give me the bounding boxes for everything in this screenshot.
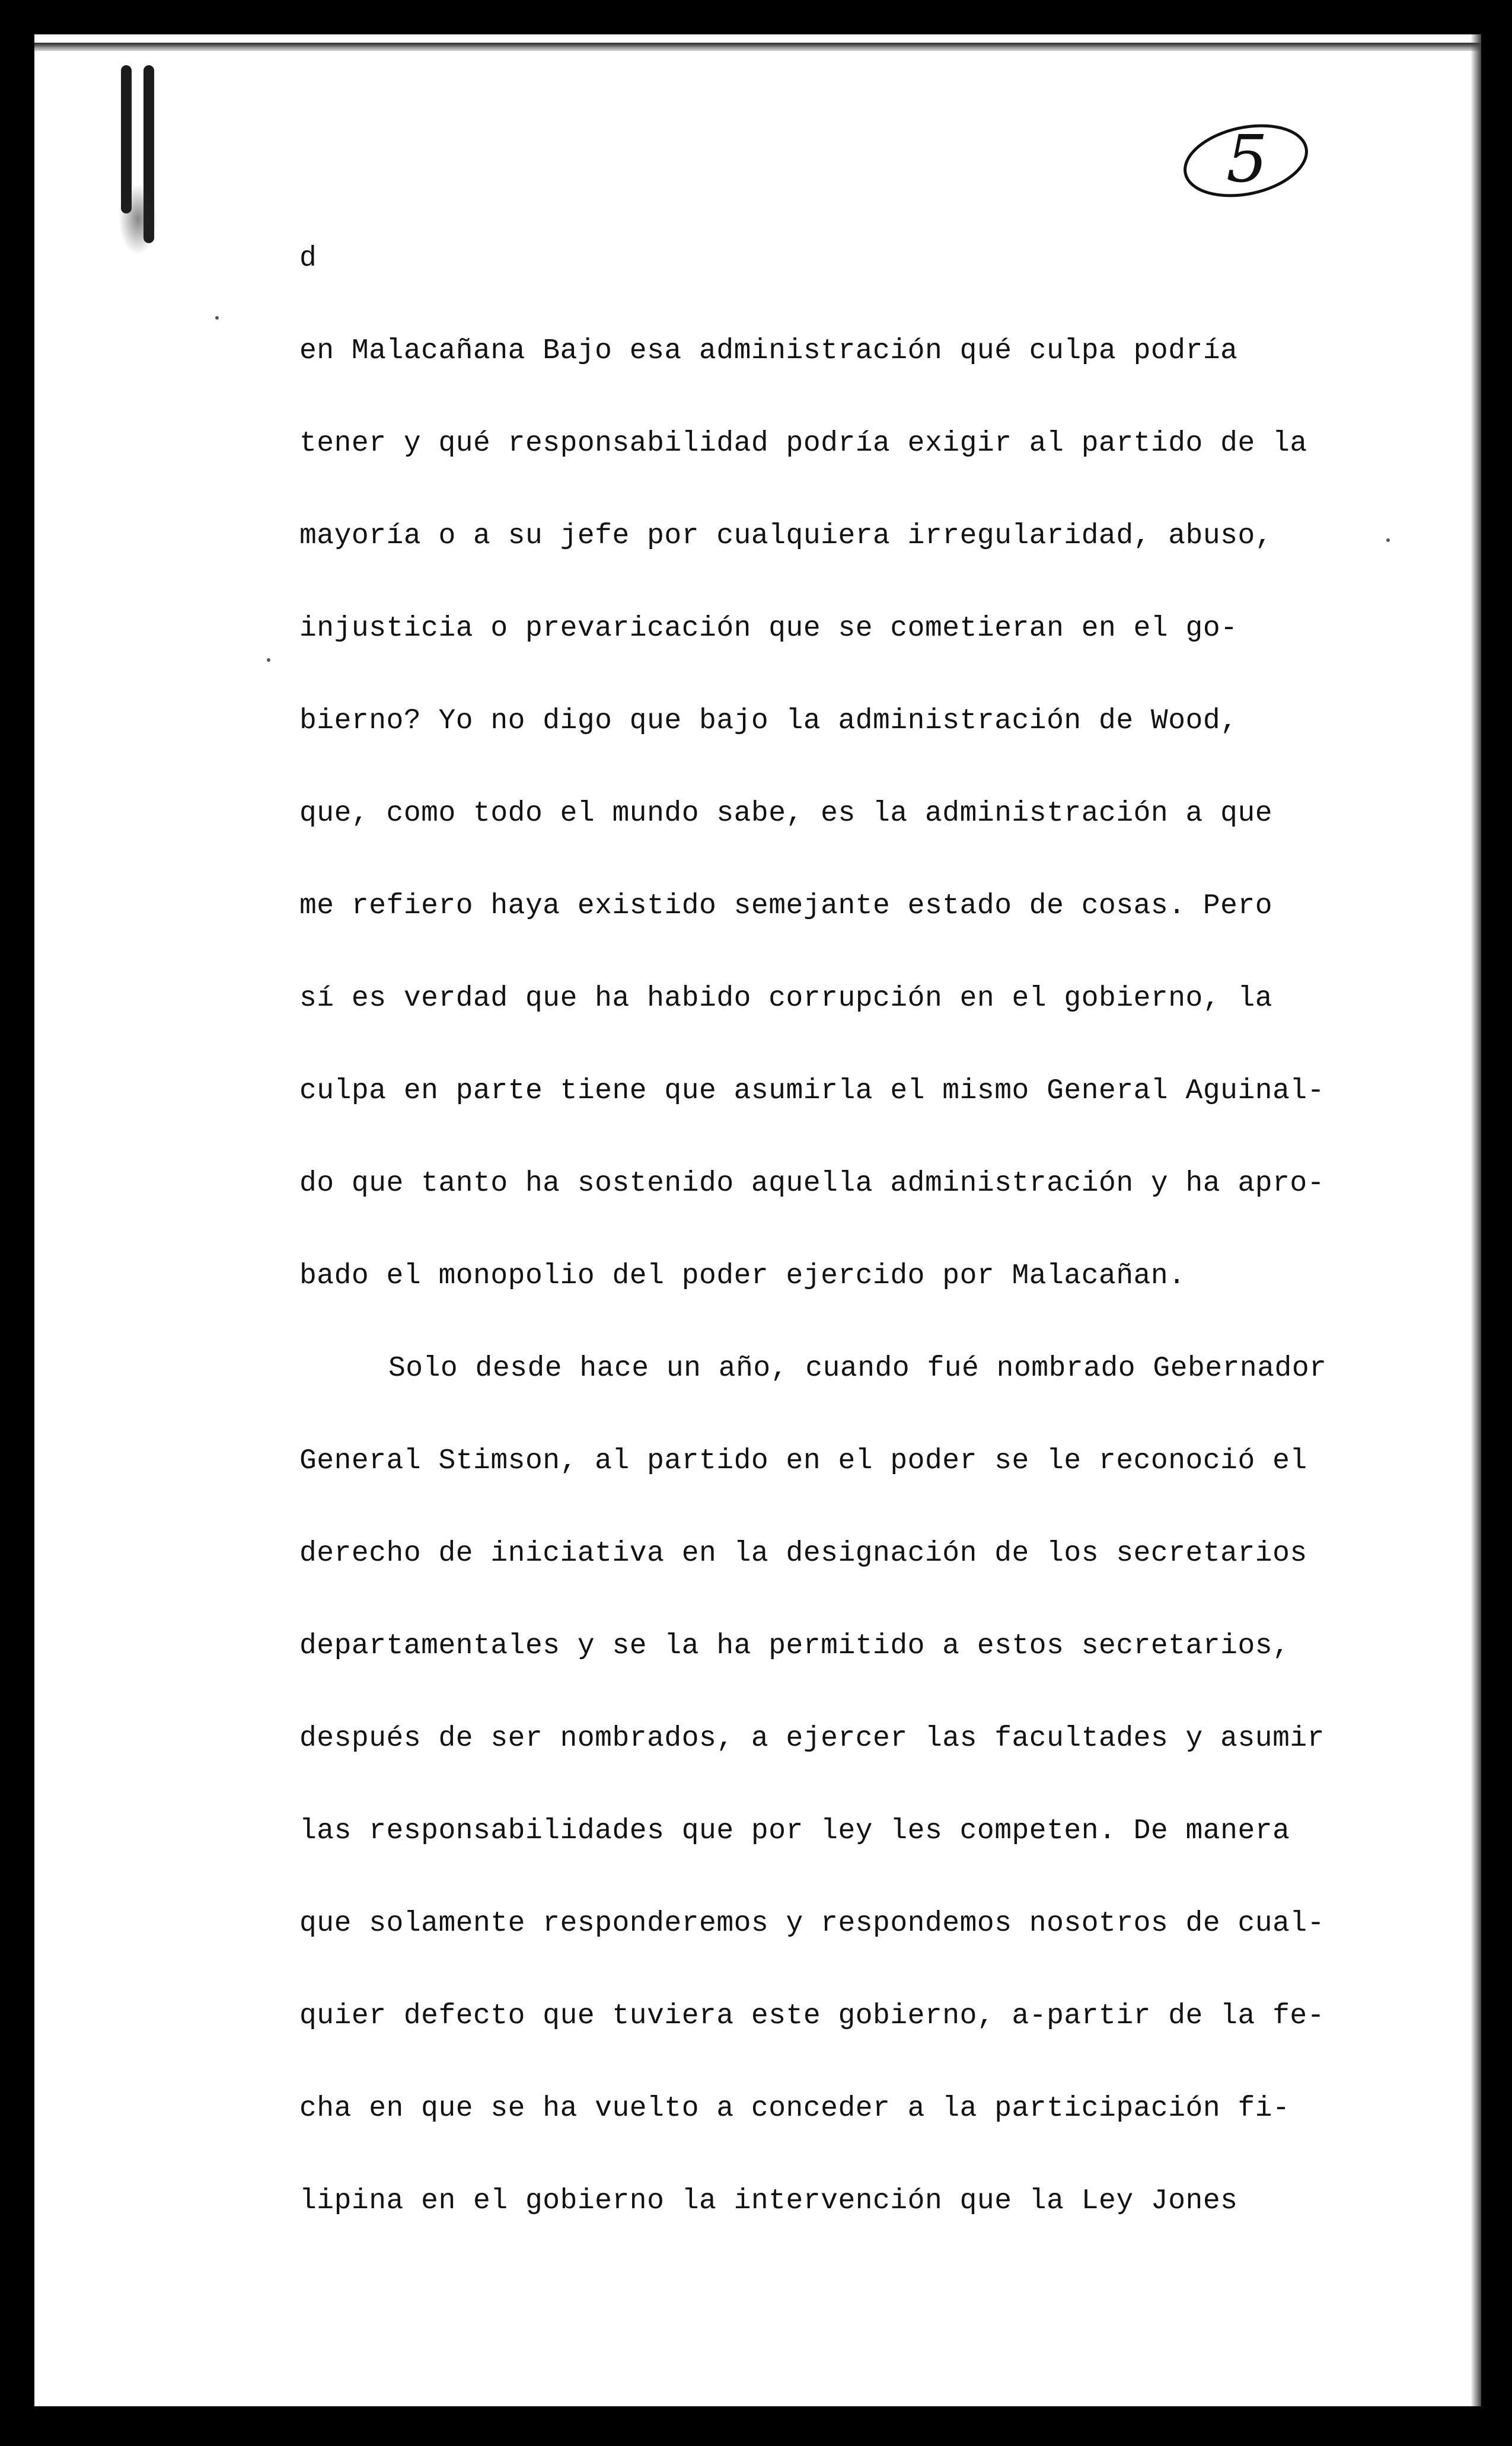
page-number-value: 5	[1226, 121, 1268, 197]
text-line: después de ser nombrados, a ejercer las facultades y asumir	[299, 1723, 1325, 1755]
text-line: culpa en parte tiene que asumirla el mismo General Aguinal-	[299, 1075, 1325, 1107]
text-line: derecho de iniciativa en la designación de los secretarios	[299, 1538, 1307, 1570]
text-line: que solamente responderemos y respondemos nosotros de cual-	[299, 1908, 1325, 1940]
text-line: cha en que se ha vuelto a conceder a la participación fi-	[299, 2093, 1290, 2125]
top-edge-rule	[34, 43, 1481, 51]
margin-speck	[215, 316, 219, 320]
text-line: me refiero haya existido semejante estado de cosas. Pero	[299, 890, 1273, 922]
text-line: d	[299, 243, 317, 275]
text-line: do que tanto ha sostenido aquella administración y ha apro-	[299, 1168, 1325, 1200]
text-line: lipina en el gobierno la intervención que la Ley Jones	[299, 2185, 1238, 2217]
text-line: en Malacañana Bajo esa administración qué culpa podría	[299, 335, 1238, 367]
text-line: departamentales y se la ha permitido a estos secretarios,	[299, 1630, 1290, 1662]
margin-speck	[267, 658, 270, 662]
text-line: sí es verdad que ha habido corrupción en el gobierno, la	[299, 983, 1273, 1015]
typewritten-text-block	[299, 212, 1426, 2247]
page-number	[1176, 114, 1318, 203]
text-line: General Stimson, al partido en el poder se le reconoció el	[299, 1445, 1307, 1477]
text-line: las responsabilidades que por ley les competen. De manera	[299, 1815, 1290, 1847]
text-line: mayoría o a su jefe por cualquiera irregularidad, abuso,	[299, 520, 1273, 552]
text-line: Solo desde hace un año, cuando fué nombrado Gebernador	[388, 1353, 1327, 1385]
text-line: tener y qué responsabilidad podría exigir al partido de la	[299, 428, 1307, 460]
text-line: bierno? Yo no digo que bajo la administración de Wood,	[299, 705, 1238, 737]
text-line: bado el monopolio del poder ejercido por Malacañan.	[299, 1260, 1186, 1292]
text-line: injusticia o prevaricación que se cometieran en el go-	[299, 613, 1238, 645]
ink-smudge	[119, 184, 158, 255]
margin-speck	[1386, 538, 1390, 542]
text-line: quier defecto que tuviera este gobierno, a-partir de la fe-	[299, 2000, 1325, 2032]
text-line: que, como todo el mundo sabe, es la administración a que	[299, 798, 1273, 830]
document-page	[34, 34, 1481, 2406]
right-edge-shadow	[1470, 34, 1481, 2406]
staple-mark	[119, 65, 158, 261]
